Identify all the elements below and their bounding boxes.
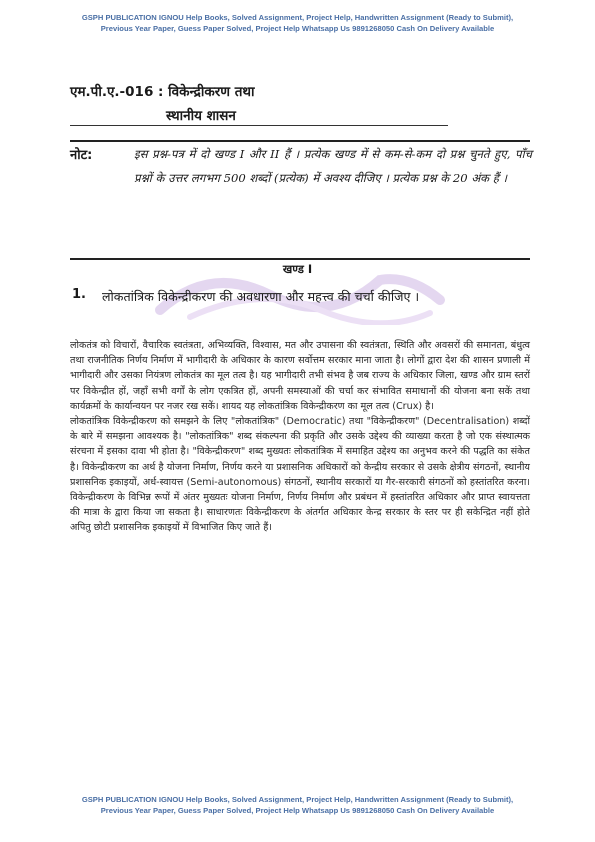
answer-paragraph: लोकतंत्र को विचारों, वैचारिक स्वतंत्रता, अभिव्यक्ति, विश्वास, मत और उपासना की स्वतंत्रता, स्थिति और अवसरों की समानता, बंधुत्व तथा राजनीतिक निर्णय निर्माण में भागीदारी के अधिकार के कारण सर्वोत्तम सरकार माना जाता है। लोगों द्वारा देश की शासन प्रणाली में भागीदारी और उसका नियंत्रण लोकतंत्र का मूल तत्व है। यह भागीदारी तभी संभव है जब राज्य के अधिकार जिला, खण्ड और ग्राम स्तरों पर विकेन्द्रीत हों, जहाँ सभी वर्गों के लोग एकत्रित हों, अपनी समस्याओं की चर्चा कर संभावित समाधानों की योजना बना सकें तथा कार्यक्रमों के कार्यान्वयन पर नजर रख सकें। शायद यह लोकतांत्रिक विकेन्द्रीकरण का मूल तत्व (Crux) है। [70, 340, 530, 412]
footer-banner [0, 794, 595, 816]
header-banner [0, 12, 595, 34]
paper-title [70, 80, 510, 128]
answer-paragraph: लोकतांत्रिक विकेन्द्रीकरण को समझने के लिए "लोकतांत्रिक" (Democratic) तथा "विकेन्द्रीकरण" (Decentralisation) शब्दों के बारे में समझना आवश्यक है। "लोकतांत्रिक" शब्द संकल्पना की प्रकृति और उसके उद्देश्य की व्याख्या करता है जो एक संस्थात्मक संरचना में इसका दावा भी होता है। "विकेन्द्रीकरण" शब्द मुख्यतः लोकतांत्रिक में समाहित उद्देश्य का अनुभव करने की पद्धति का संकेत है। विकेन्द्रीकरण का अर्थ है योजना निर्माण, निर्णय करने या प्रशासनिक अधिकारों को केन्द्रीय सरकार से उसके क्षेत्रीय संगठनों, स्थानीय प्रशासनिक इकाइयों, अर्ध-स्वायत्त (Semi-autonomous) संगठनों, स्थानीय सरकारों या गैर-सरकारी संगठनों को हस्तांतरित करना। विकेन्द्रीकरण के विभिन्न रूपों में अंतर मुख्यतः योजना निर्माण, निर्णय निर्माण और प्रबंधन में हस्तांतरित अधिकार और प्राप्त स्वायत्तता की मात्रा के द्वारा किया जा सकता है। साधारणतः विकेन्द्रीकरण के अंतर्गत अधिकार केन्द्र सरकार के स्तर पर ही सकेन्द्रित नहीं होते अपितु छोटी प्रशासनिक इकाइयों में विभाजित किए जाते हैं। [70, 416, 530, 534]
header-line-1: GSPH PUBLICATION IGNOU Help Books, Solved Assignment, Project Help, Handwritten Assignment (Ready to Submit), [81, 13, 514, 22]
note-top-divider [70, 140, 530, 142]
note-label: नोट: [70, 148, 93, 163]
question-text: लोकतांत्रिक विकेन्द्रीकरण की अवधारणा और महत्त्व की चर्चा कीजिए । [102, 289, 420, 304]
note-text: इस प्रश्न-पत्र में दो खण्ड I और II हैं । प्रत्येक खण्ड में से कम-से-कम दो प्रश्न चुनते हुए, पाँच प्रश्नों के उत्तर लगभग 500 शब्दों (प्रत्येक) में अवश्य दीजिए । प्रत्येक प्रश्न के 20 अंक हैं । [134, 147, 532, 185]
footer-line-1: GSPH PUBLICATION IGNOU Help Books, Solved Assignment, Project Help, Handwritten Assignment (Ready to Submit), [81, 795, 514, 804]
footer-line-2: Previous Year Paper, Guess Paper Solved, Project Help Whatsapp Us 9891268050 Cash On Delivery Available [100, 806, 495, 815]
section-heading: खण्ड I [282, 262, 313, 276]
question-number: 1. [72, 287, 86, 302]
answer-body [70, 338, 530, 536]
title-divider [70, 125, 448, 126]
title-line-2: स्थानीय शासन [166, 108, 236, 124]
header-line-2: Previous Year Paper, Guess Paper Solved, Project Help Whatsapp Us 9891268050 Cash On Delivery Available [100, 24, 495, 33]
title-line-1: एम.पी.ए.-016 : विकेन्द्रीकरण तथा [70, 84, 255, 100]
